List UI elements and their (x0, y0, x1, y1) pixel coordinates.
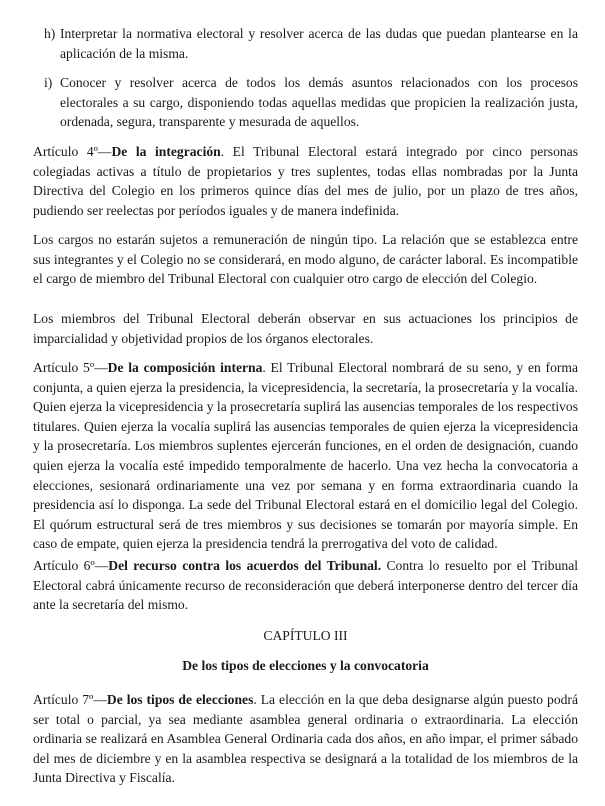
article-4 (33, 142, 578, 220)
article-heading: De los tipos de elecciones (106, 692, 254, 707)
article-number: Artículo 4º— (33, 144, 112, 159)
list-letter: i) (44, 75, 53, 90)
article-text: Contra lo resuelto por el Tribunal Electoral cabrá únicamente recurso de reconsideración que deberá interponerse dentro del tercer día ante la secretaría del mismo. (33, 558, 579, 613)
list-text: Interpretar la normativa electoral y resolver acerca de las dudas que puedan plantearse en la aplicación de la misma. (60, 26, 578, 61)
list-item-i (44, 73, 578, 132)
list-text: Conocer y resolver acerca de todos los demás asuntos relacionados con los procesos electorales a su cargo, disponiendo todas aquellas medidas que propicien la realización justa, ordenada, segura, transparente y mesurada de aquellos. (60, 75, 578, 130)
article-text: . La elección en la que deba designarse algún puesto podrá ser total o parcial, ya sea mediante asamblea general ordinaria o extraordinaria. La elección ordinaria se realizará en Asamblea General Ordinaria cada dos años, en año impar, el primer sábado del mes de diciembre y en la asamblea respectiva se designará a la totalidad de los miembros de la Junta Directiva y Fiscalía. (33, 692, 578, 786)
article-number: Artículo 7º— (33, 692, 107, 707)
article-heading: De la integración (111, 144, 221, 159)
article-number: Artículo 5º— (33, 360, 108, 375)
article-text: . El Tribunal Electoral nombrará de su seno, y en forma conjunta, a quien ejerza la presidencia, la vicepresidencia, la secretaría, la prosecretaría y la vocalía. Quien ejerza la vicepresidencia y la prosecretaría suplirá las ausencias temporales de los respectivos titulares. Quien ejerza la vocalía suplirá las ausencias temporales de quien ejerza la vicepresidencia y la prosecretaría. Los miembros suplentes ejercerán funciones, en el orden de designación, cuando quien ejerza la vocalía esté impedido temporalmente de hacerlo. Una vez hecha la convocatoria a elecciones, sesionará ordinariamente una vez por semana y en forma extraordinaria cuando la presidencia así lo disponga. La sede del Tribunal Electoral estará en el domicilio legal del Colegio. El quórum estructural será de tres miembros y sus decisiones se tomarán por mayoría simple. En caso de empate, quien ejerza la presidencia tendrá la prerrogativa del voto de calidad. (33, 360, 578, 552)
article-4-paragraph-3: Los miembros del Tribunal Electoral deberán observar en sus actuaciones los principios de imparcialidad y objetividad propios de los órganos electorales. (33, 311, 578, 346)
article-heading: Del recurso contra los acuerdos del Tribunal. (108, 558, 382, 573)
chapter-title: De los tipos de elecciones y la convocatoria (182, 658, 429, 673)
article-5 (33, 358, 578, 554)
article-number: Artículo 6º— (33, 558, 109, 573)
article-7 (33, 690, 578, 788)
list-letter: h) (44, 26, 56, 41)
article-4-paragraph-2: Los cargos no estarán sujetos a remuneración de ningún tipo. La relación que se establezca entre sus integrantes y el Colegio no se considerará, en modo alguno, de carácter laboral. Es incompatible el cargo de miembro del Tribunal Electoral con cualquier otro cargo de elección del Colegio. (33, 232, 578, 287)
article-6 (33, 556, 578, 615)
list-item-h (44, 24, 578, 63)
article-text: . El Tribunal Electoral estará integrado por cinco personas colegiadas activas a título de propietarios y tres suplentes, todas ellas nombradas por la Junta Directiva del Colegio en los primeros quince días del mes de julio, por un plazo de tres años, pudiendo ser reelectas por períodos iguales y de manera indefinida. (33, 144, 578, 218)
article-heading: De la composición interna (107, 360, 263, 375)
chapter-heading: CAPÍTULO III (263, 628, 348, 643)
